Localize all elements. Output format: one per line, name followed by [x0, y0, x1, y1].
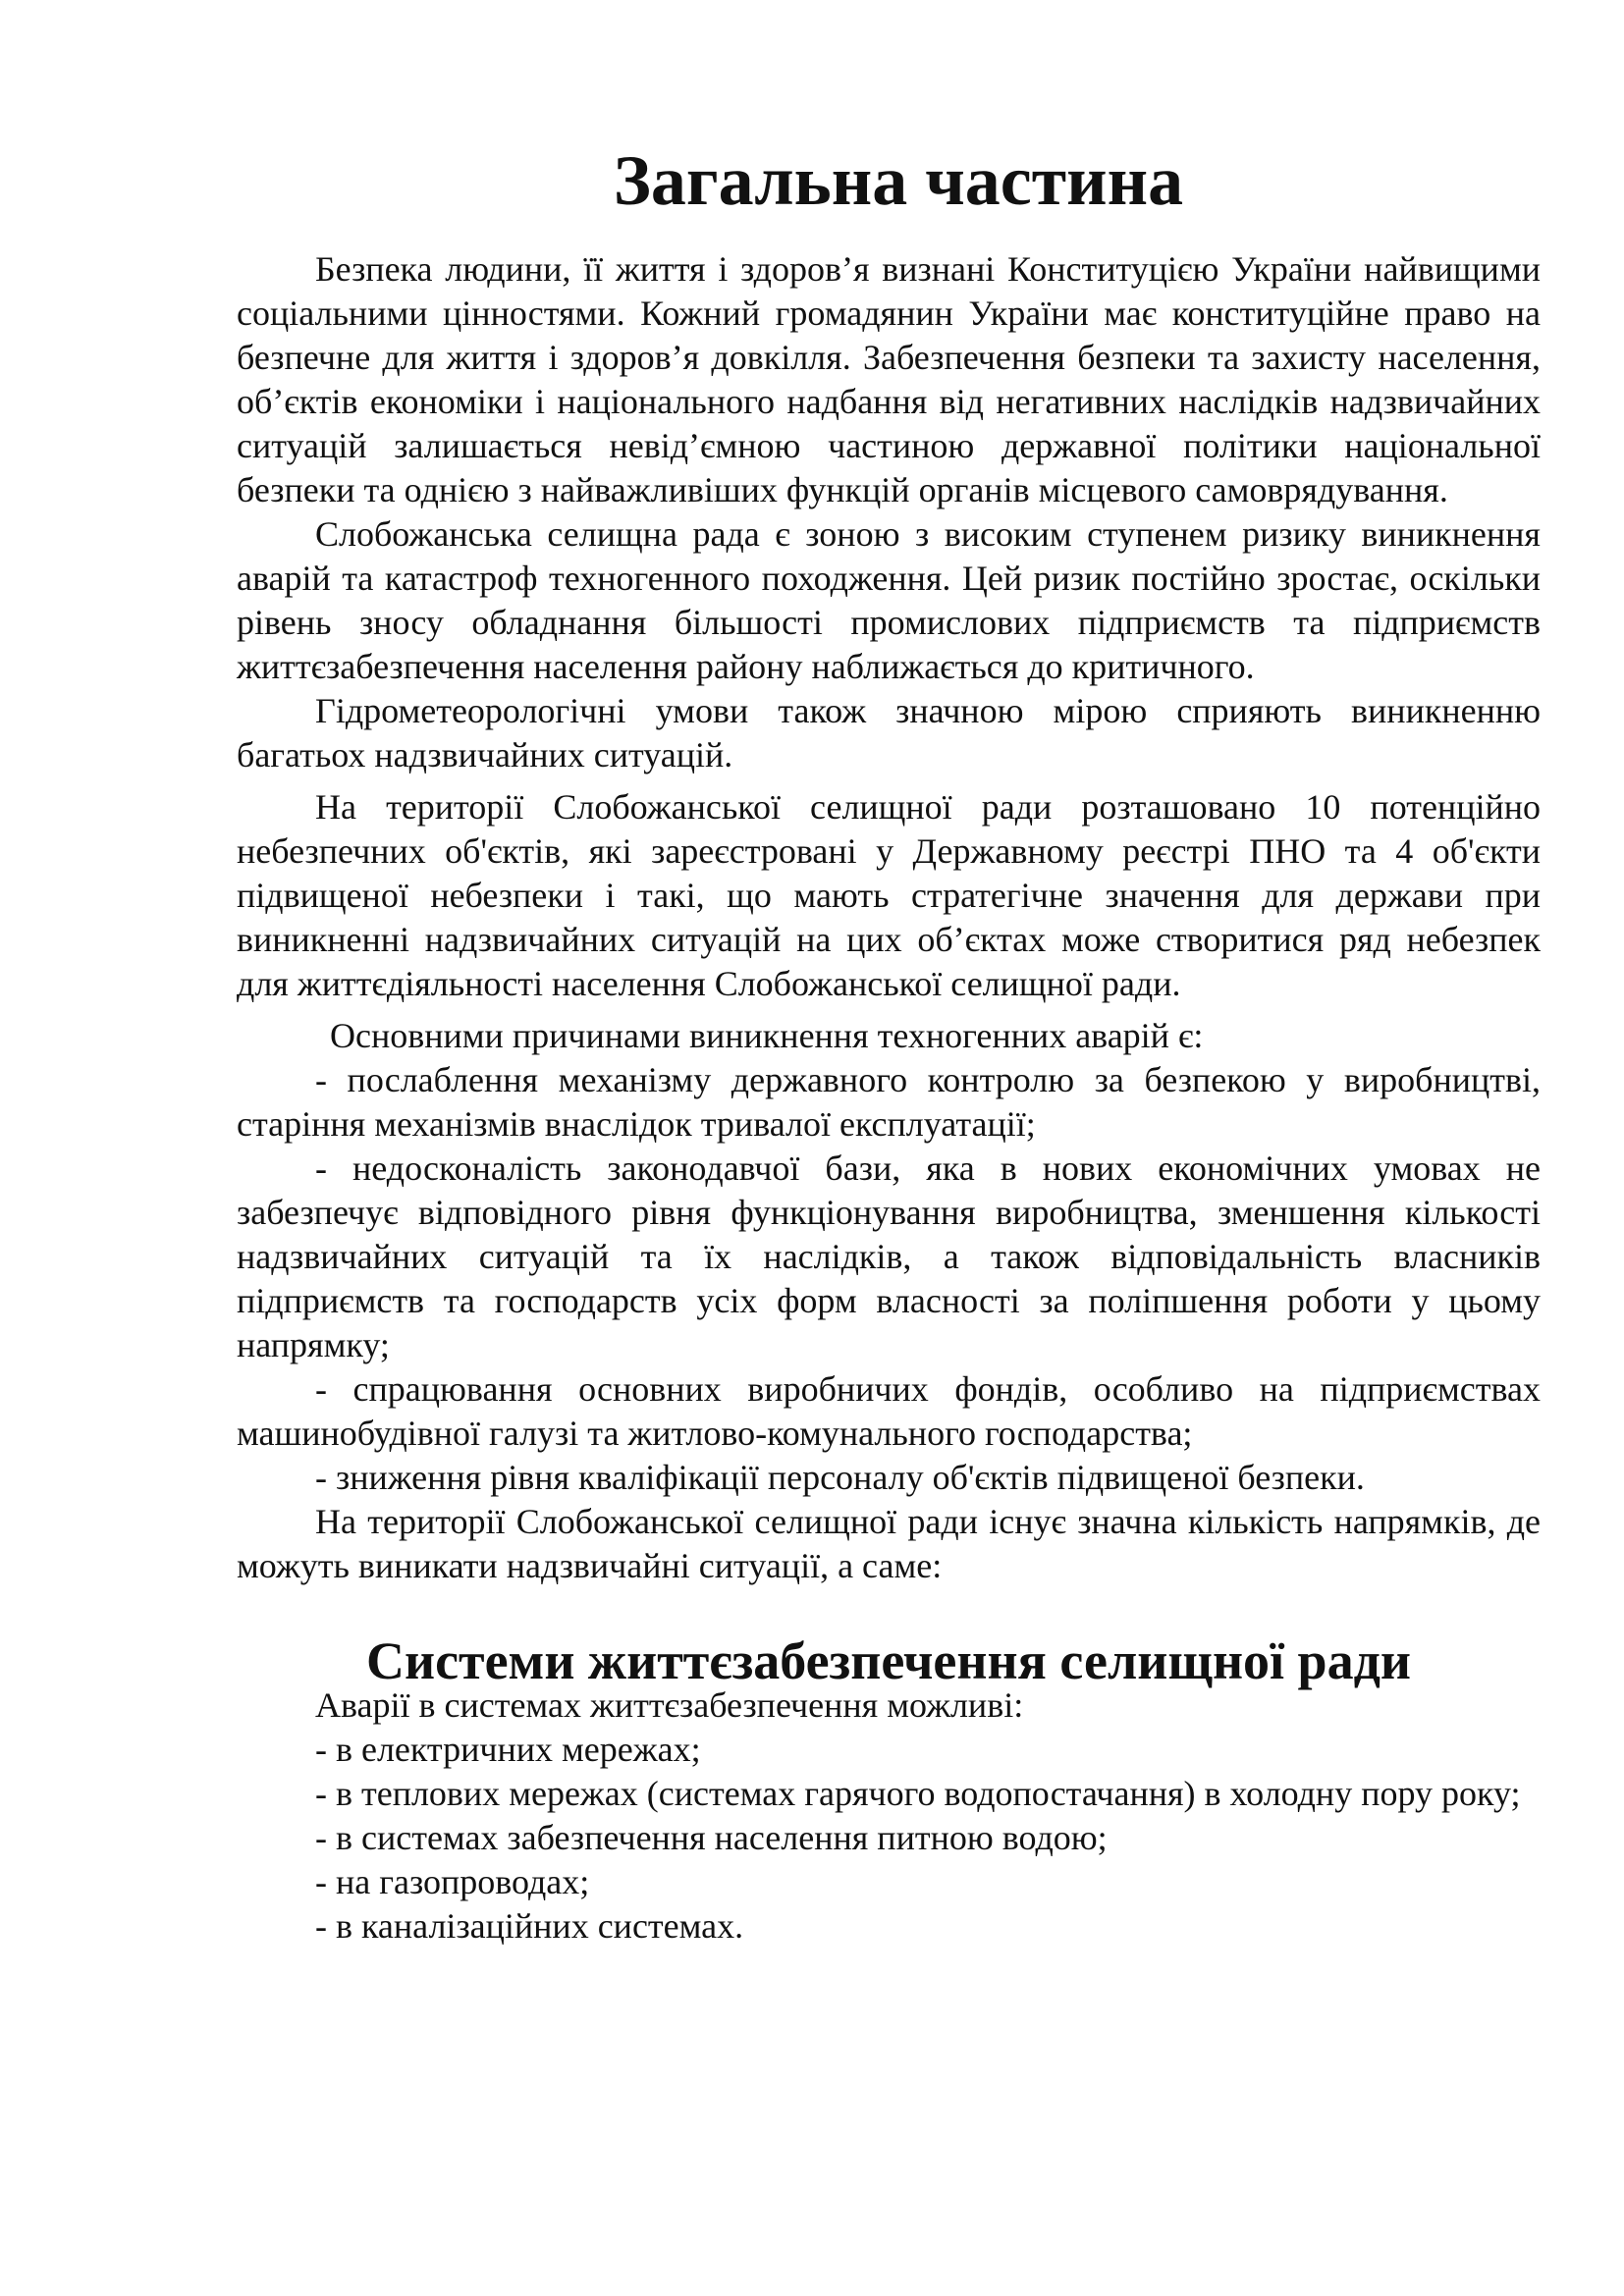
list-item-gas: - на газопроводах; [315, 1862, 590, 1901]
paragraph-hazardous-objects: На території Слобожанської селищної ради розташовано 10 потенційно небезпечних об'єктів, які зареєстровані у Державному реєстрі ПНО та 4 об'єкти підвищеної небезпеки і такі, що мають стратегічне значення для держави при виникненні надзвичайних ситуацій на цих об’єктах може створитися ряд небезпек для життєдіяльності населення Слобожанської селищної ради. [237, 787, 1541, 1003]
list-item-cause-wear: - спрацювання основних виробничих фондів, особливо на підприємствах машинобудівної галузі та житлово-комунального господарства; [237, 1369, 1541, 1453]
list-item-heating: - в теплових мережах (системах гарячого водопостачання) в холодну пору року; [315, 1774, 1521, 1813]
list-item-cause-control: - послаблення механізму державного контролю за безпекою у виробництві, старіння механізмів внаслідок тривалої експлуатації; [237, 1060, 1541, 1144]
list-item-cause-qualification: - зниження рівня кваліфікації персоналу об'єктів підвищеної безпеки. [315, 1458, 1365, 1497]
paragraph-safety: Безпека людини, її життя і здоров’я визнані Конституцією України найвищими соціальними цінностями. Кожний громадянин України має конституційне право на безпечне для життя і здоров’я довкілля. Забезпечення безпеки та захисту населення, об’єктів економіки і національного надбання від негативних наслідків надзвичайних ситуацій залишається невід’ємною частиною державної політики національної безпеки та однією з найважливіших функцій органів місцевого самоврядування. [237, 249, 1541, 509]
paragraph-emergency-areas: На території Слобожанської селищної ради існує значна кількість напрямків, де можуть виникати надзвичайні ситуації, а саме: [237, 1502, 1541, 1585]
document-page [237, 141, 1541, 1949]
list-item-sewage: - в каналізаційних системах. [315, 1906, 744, 1946]
paragraph-risk-zone: Слобожанська селищна рада є зоною з високим ступенем ризику виникнення аварій та катастроф техногенного походження. Цей ризик постійно зростає, оскільки рівень зносу обладнання більшості промислових підприємств та підприємств життєзабезпечення населення району наближається до критичного. [237, 514, 1541, 686]
page-title: Загальна частина [613, 141, 1184, 220]
section-title: Системи життєзабезпечення селищної ради [365, 1631, 1412, 1690]
section-intro: Аварії в системах життєзабезпечення можливі: [315, 1685, 1024, 1725]
list-item-water: - в системах забезпечення населення питною водою; [315, 1818, 1108, 1857]
paragraph-hydrometeorology: Гідрометеорологічні умови також значною мірою сприяють виникненню багатьох надзвичайних ситуацій. [237, 691, 1541, 774]
paragraph-causes-intro: Основними причинами виникнення техногенних аварій є: [330, 1016, 1204, 1055]
list-item-electric: - в електричних мережах; [315, 1730, 701, 1769]
list-item-cause-legislation: - недосконалість законодавчої бази, яка в нових економічних умовах не забезпечує відповідного рівня функціонування виробництва, зменшення кількості надзвичайних ситуацій та їх наслідків, а також відповідальність власників підприємств та господарств усіх форм власності за поліпшення роботи у цьому напрямку; [237, 1148, 1541, 1364]
